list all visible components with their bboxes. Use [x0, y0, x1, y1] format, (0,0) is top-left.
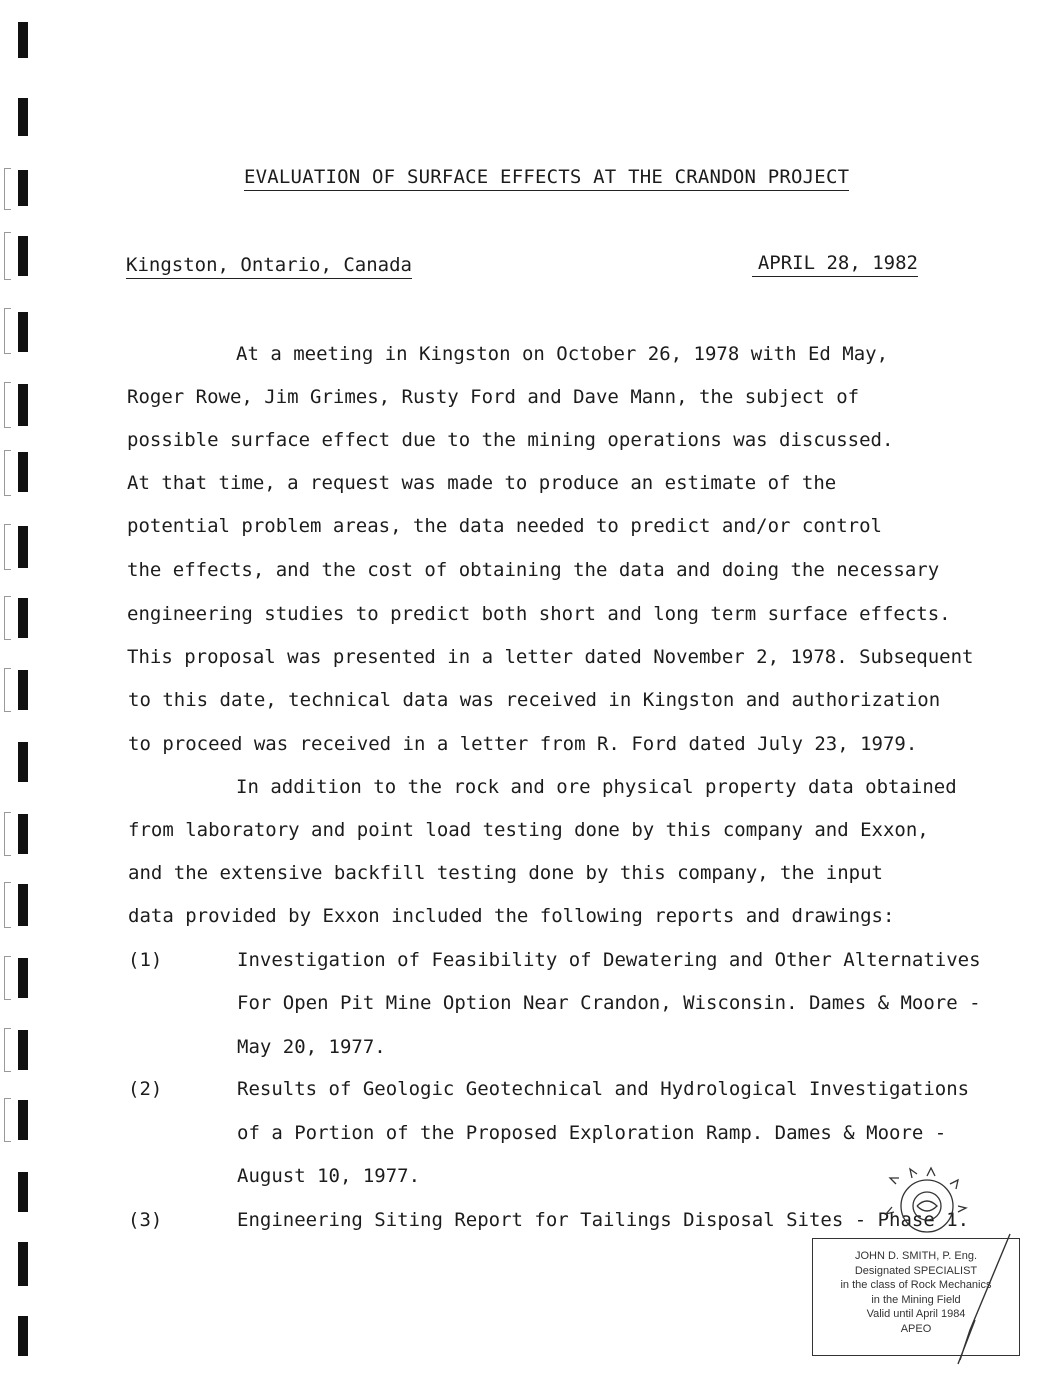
paragraph-line: possible surface effect due to the mining operations was discussed. [127, 429, 894, 451]
paragraph-line: to this date, technical data was received in Kingston and authorization [128, 689, 941, 711]
paragraph-line: Roger Rowe, Jim Grimes, Rusty Ford and Dave Mann, the subject of [127, 386, 860, 408]
paragraph-line: This proposal was presented in a letter dated November 2, 1978. Subsequent [127, 646, 974, 668]
paragraph-line: data provided by Exxon included the following reports and drawings: [128, 905, 895, 927]
document-place: Kingston, Ontario, Canada [126, 254, 412, 279]
stamp-line: Valid until April 1984 [866, 1308, 966, 1320]
document-date: APRIL 28, 1982 [752, 252, 918, 277]
stamp-line: in the Mining Field [871, 1293, 961, 1306]
paragraph-line: from laboratory and point load testing done by this company and Exxon, [128, 819, 929, 841]
document-title: EVALUATION OF SURFACE EFFECTS AT THE CRANDON PROJECT [244, 166, 849, 191]
paragraph-line: engineering studies to predict both short and long term surface effects. [127, 603, 951, 625]
paragraph-line: In addition to the rock and ore physical property data obtained [236, 776, 957, 798]
list-item-line: of a Portion of the Proposed Exploration Ramp. Dames & Moore - [237, 1122, 947, 1144]
list-item-number: (1) [128, 949, 163, 971]
paragraph-line: potential problem areas, the data needed to predict and/or control [127, 515, 882, 537]
list-item-line: Results of Geologic Geotechnical and Hydrological Investigations [237, 1078, 970, 1100]
signature-mark-icon [930, 1230, 1020, 1370]
list-item-line: May 20, 1977. [237, 1036, 386, 1058]
list-item-line: Engineering Siting Report for Tailings Disposal Sites - Phase 1. [237, 1209, 970, 1231]
list-item-line: For Open Pit Mine Option Near Crandon, Wisconsin. Dames & Moore - [237, 992, 981, 1014]
list-item-line: August 10, 1977. [237, 1165, 421, 1187]
paragraph-line: the effects, and the cost of obtaining the data and doing the necessary [127, 559, 940, 581]
list-item-number: (2) [128, 1078, 163, 1100]
stamp-line: Designated SPECIALIST [854, 1264, 978, 1277]
paragraph-line: and the extensive backfill testing done by this company, the input [128, 862, 883, 884]
stamp-line: APEO [900, 1322, 932, 1335]
list-item-line: Investigation of Feasibility of Dewatering and Other Alternatives [237, 949, 981, 971]
paragraph-line: to proceed was received in a letter from R. Ford dated July 23, 1979. [128, 733, 918, 755]
paragraph-line: At that time, a request was made to produce an estimate of the [127, 472, 837, 494]
stamp-line: in the class of Rock Mechanics [840, 1279, 992, 1291]
stamp-line: JOHN D. SMITH, P. Eng. [854, 1250, 978, 1262]
paragraph-line: At a meeting in Kingston on October 26, 1978 with Ed May, [236, 343, 889, 365]
list-item-number: (3) [128, 1209, 163, 1231]
